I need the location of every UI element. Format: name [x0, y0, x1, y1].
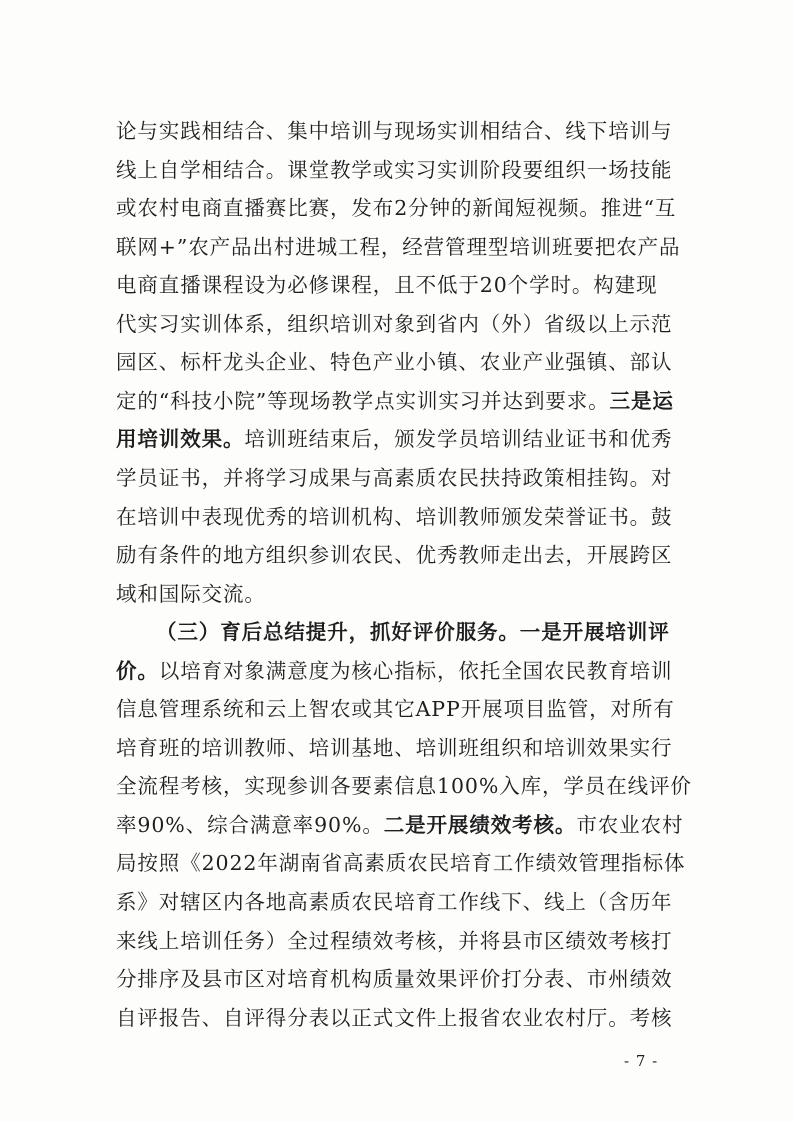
text-segment: 域和国际交流。	[116, 581, 266, 606]
text-line	[116, 962, 696, 996]
text-segment: 学员证书，并将学习成果与高素质农民扶持政策相挂钩。对	[116, 465, 673, 490]
text-segment: 自评报告、自评得分表以正式文件上报省农业农村厅。考核	[116, 1005, 673, 1030]
text-line	[116, 268, 696, 302]
text-segment: 培育班的培训教师、培训基地、培训班组织和培训效果实行	[116, 735, 673, 760]
text-segment: 论与实践相结合、集中培训与现场实训相结合、线下培训与	[116, 119, 673, 143]
text-line	[116, 731, 696, 765]
text-line	[116, 1001, 696, 1035]
text-line	[116, 577, 696, 611]
text-line	[116, 885, 696, 919]
text-segment: 来线上培训任务）全过程绩效考核，并将县市区绩效考核打	[116, 928, 673, 953]
page-number: - 7 -	[624, 1052, 659, 1070]
text-line	[116, 654, 696, 688]
text-segment: 率90%、综合满意率90%。	[116, 812, 384, 837]
text-line	[116, 230, 696, 264]
text-segment: 或农村电商直播赛比赛，发布2分钟的新闻短视频。推进“互	[116, 196, 677, 221]
text-segment: 信息管理系统和云上智农或其它APP开展项目监管，对所有	[116, 697, 675, 722]
text-segment: 全流程考核，实现参训各要素信息100%入库，学员在线评价	[116, 774, 692, 799]
text-line	[116, 191, 696, 225]
text-segment: 园区、标杆龙头企业、特色产业小镇、农业产业强镇、部认	[116, 350, 673, 375]
text-line	[116, 345, 696, 379]
text-line	[116, 461, 696, 495]
text-segment: 培训班结束后，颁发学员培训结业证书和优秀	[244, 427, 673, 452]
text-line	[116, 924, 696, 958]
text-segment: 在培训中表现优秀的培训机构、培训教师颁发荣誉证书。鼓	[116, 504, 673, 529]
text-line	[116, 422, 696, 456]
text-line	[116, 538, 696, 572]
text-line	[116, 384, 696, 418]
text-line	[116, 500, 696, 534]
text-line	[116, 769, 696, 803]
bold-text-segment: 用培训效果。	[116, 427, 245, 452]
text-segment: 代实习实训体系，组织培训对象到省内（外）省级以上示范	[116, 311, 673, 336]
text-line	[116, 846, 696, 880]
bold-text-segment: （三）育后总结提升，抓好评价服务。一是开展培训评	[156, 620, 670, 645]
text-segment: 局按照《2022年湖南省高素质农民培育工作绩效管理指标体	[116, 851, 686, 876]
text-segment: 励有条件的地方组织参训农民、优秀教师走出去，开展跨区	[116, 543, 673, 568]
bold-text-segment: 三是运	[609, 388, 674, 413]
text-line	[116, 808, 696, 842]
text-line	[116, 153, 696, 187]
text-segment: 联网+”农产品出村进城工程，经营管理型培训班要把农产品	[116, 234, 681, 259]
text-line	[116, 692, 696, 726]
text-segment: 市农业农村	[576, 812, 684, 837]
bold-text-segment: 二是开展绩效考核。	[383, 812, 577, 837]
bold-text-segment: 价。	[116, 658, 159, 683]
text-segment: 系》对辖区内各地高素质农民培育工作线下、线上（含历年	[116, 890, 673, 914]
text-segment: 分排序及县市区对培育机构质量效果评价打分表、市州绩效	[116, 967, 673, 992]
text-segment: 定的“科技小院”等现场教学点实训实习并达到要求。	[116, 388, 610, 413]
text-line	[116, 307, 696, 341]
text-segment: 电商直播课程设为必修课程，且不低于20个学时。构建现	[116, 273, 658, 298]
text-line	[116, 114, 696, 148]
text-line	[156, 615, 736, 649]
text-segment: 线上自学相结合。课堂教学或实习实训阶段要组织一场技能	[116, 157, 673, 182]
text-segment: 以培育对象满意度为核心指标，依托全国农民教育培训	[158, 658, 673, 683]
